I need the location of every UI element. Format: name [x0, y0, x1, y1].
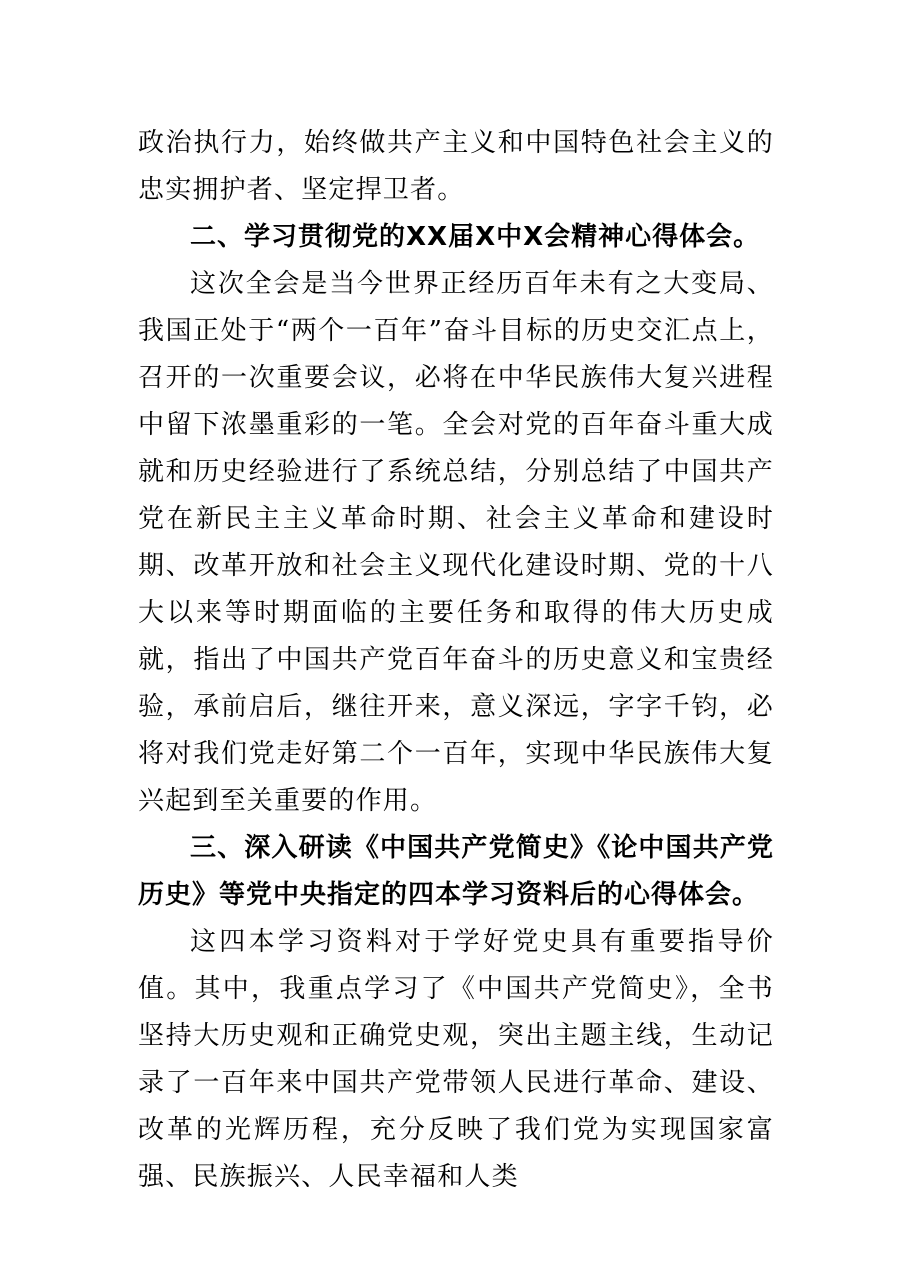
document-body	[138, 120, 774, 1201]
paragraph-plenary-session: 这次全会是当今世界正经历百年未有之大变局、我国正处于“两个一百年”奋斗目标的历史交汇点上，召开的一次重要会议，必将在中华民族伟大复兴进程中留下浓墨重彩的一笔。全会对党的百年奋斗重大成就和历史经验进行了系统总结，分别总结了中国共产党在新民主主义革命时期、社会主义革命和建设时期、改革开放和社会主义现代化建设时期、党的十八大以来等时期面临的主要任务和取得的伟大历史成就，指出了中国共产党百年奋斗的历史意义和宝贵经验，承前启后，继往开来，意义深远，字字千钧，必将对我们党走好第二个一百年，实现中华民族伟大复兴起到至关重要的作用。	[138, 269, 774, 816]
paragraph-study-materials: 这四本学习资料对于学好党史具有重要指导价值。其中，我重点学习了《中国共产党简史》，全书坚持大历史观和正确党史观，突出主题主线，生动记录了一百年来中国共产党带领人民进行革命、建设、改革的光辉历程，充分反映了我们党为实现国家富强、民族振兴、人民幸福和人类	[138, 927, 774, 1192]
section-heading-2: 二、学习贯彻党的XX届X中X会精神心得体会。	[190, 222, 761, 252]
section-heading-3: 三、深入研读《中国共产党简史》《论中国共产党历史》等党中央指定的四本学习资料后的心得体会。	[138, 833, 774, 910]
paragraph-continued: 政治执行力，始终做共产主义和中国特色社会主义的忠实拥护者、坚定捍卫者。	[138, 128, 774, 205]
